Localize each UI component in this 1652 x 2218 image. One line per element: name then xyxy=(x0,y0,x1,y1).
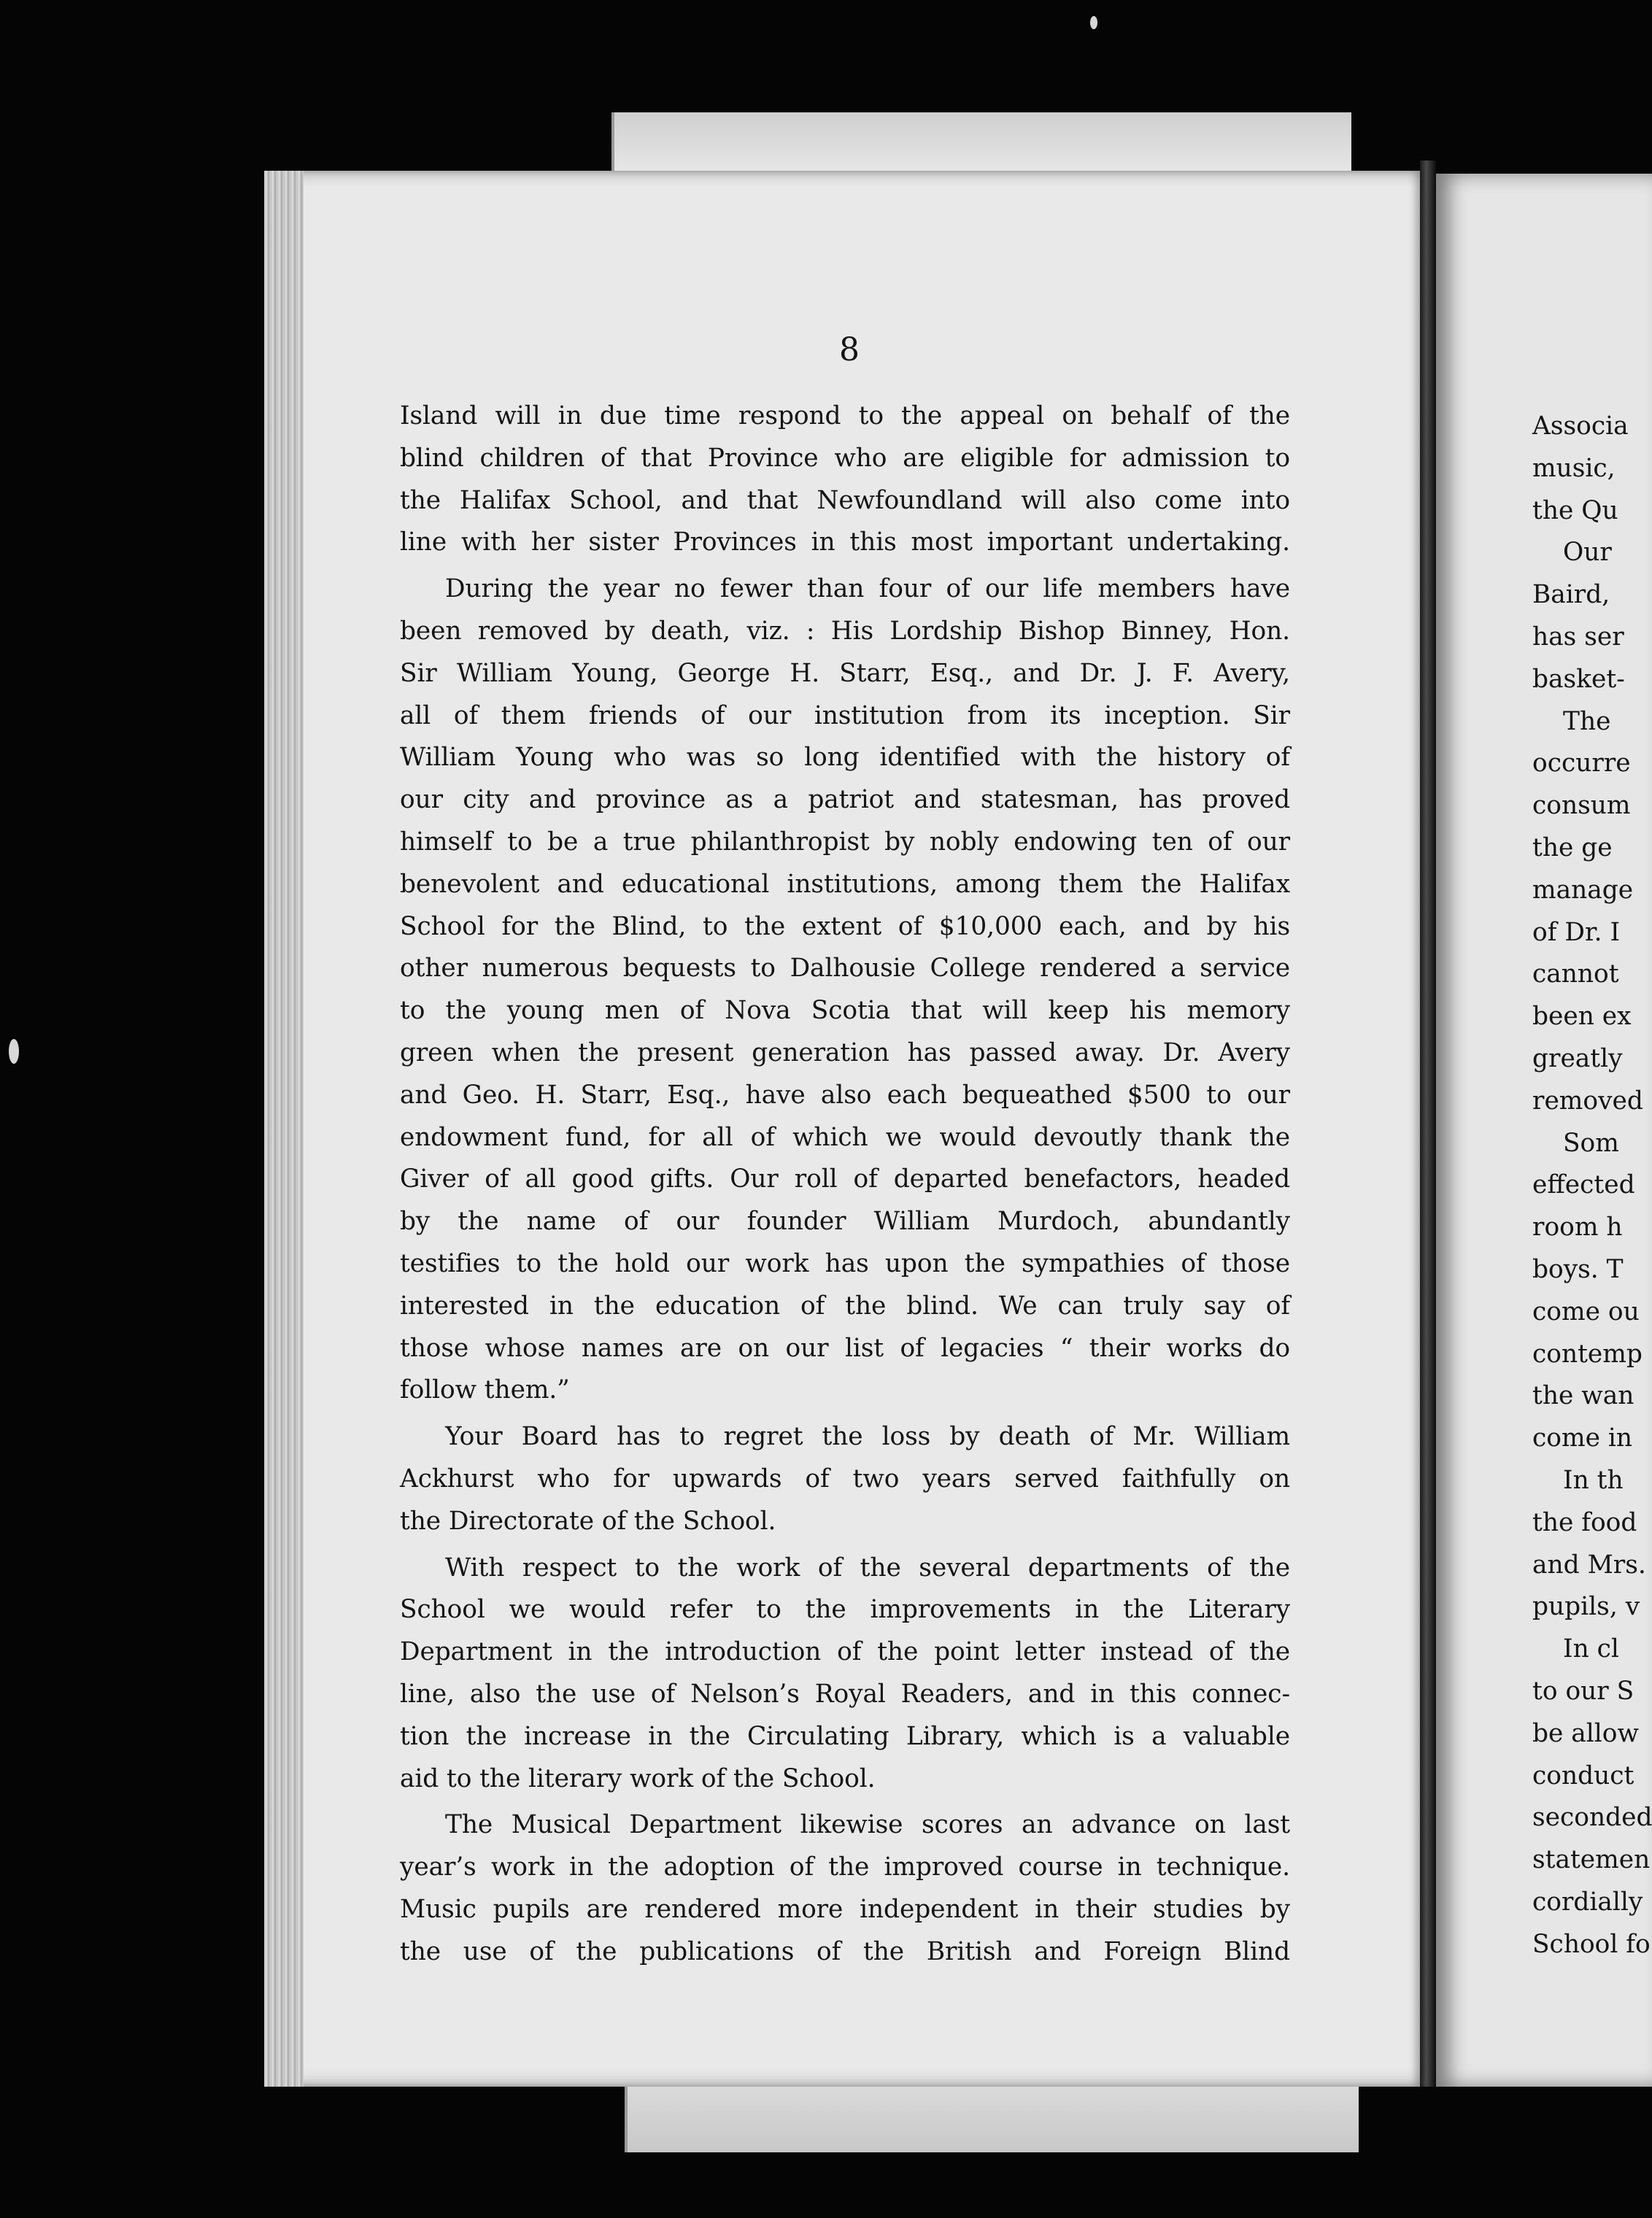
backing-paper-top xyxy=(611,112,1351,178)
text-line: Associa xyxy=(1532,411,1629,441)
text-line: pupils, v xyxy=(1532,1592,1640,1622)
text-line: the ge xyxy=(1532,832,1613,862)
text-line: Ackhurst who for upwards of two years served faithfully on xyxy=(400,1464,1290,1494)
text-line: benevolent and educational institutions, among them the Halifax xyxy=(400,869,1290,899)
text-line: of Dr. I xyxy=(1532,917,1621,947)
text-line: all of them friends of our institution from its inception. Sir xyxy=(400,700,1290,730)
text-line: line, also the use of Nelson’s Royal Readers, and in this connec- xyxy=(400,1679,1290,1709)
text-line: been removed by death, viz. : His Lordship Bishop Binney, Hon. xyxy=(400,616,1290,646)
text-line: cordially xyxy=(1532,1887,1643,1917)
text-line: himself to be a true philanthropist by nobly endowing ten of our xyxy=(400,827,1290,857)
text-line: the use of the publications of the British and Foreign Blind xyxy=(400,1936,1290,1966)
text-line: During the year no fewer than four of our life members have xyxy=(445,574,1290,604)
text-line: School fo xyxy=(1532,1929,1651,1959)
book-gutter xyxy=(1420,161,1436,2087)
text-line: contemp xyxy=(1532,1339,1643,1369)
dust-speck xyxy=(9,1039,19,1064)
text-line: manage xyxy=(1532,875,1634,905)
text-line: the Qu xyxy=(1532,495,1618,525)
page-body-text xyxy=(400,395,1290,1973)
text-line: The xyxy=(1563,706,1611,736)
text-line: effected xyxy=(1532,1170,1635,1200)
text-line: Your Board has to regret the loss by death of Mr. William xyxy=(445,1422,1290,1452)
text-line: endowment fund, for all of which we would devoutly thank the xyxy=(400,1122,1290,1152)
text-line: In cl xyxy=(1563,1634,1619,1664)
text-line: green when the present generation has passed away. Dr. Avery xyxy=(400,1037,1290,1067)
text-line: Som xyxy=(1563,1128,1619,1158)
text-line: tion the increase in the Circulating Library, which is a valuable xyxy=(400,1721,1290,1751)
text-line: those whose names are on our list of legacies “ their works do xyxy=(400,1333,1290,1363)
text-line: blind children of that Province who are eligible for admission to xyxy=(400,443,1290,473)
text-line: room h xyxy=(1532,1213,1623,1243)
text-line: has ser xyxy=(1532,622,1624,652)
text-line: Department in the introduction of the point letter instead of the xyxy=(400,1637,1290,1667)
text-line: by the name of our founder William Murdoch, abundantly xyxy=(400,1207,1290,1237)
next-page-text xyxy=(1532,406,1652,1966)
text-line: William Young who was so long identified with the history of xyxy=(400,743,1290,773)
text-line: Sir William Young, George H. Starr, Esq., and Dr. J. F. Avery, xyxy=(400,658,1290,688)
text-line: to the young men of Nova Scotia that will keep his memory xyxy=(400,996,1290,1026)
text-line: music, xyxy=(1532,453,1616,483)
text-line: conduct xyxy=(1532,1761,1634,1790)
text-line: line with her sister Provinces in this most important undertaking. xyxy=(400,528,1290,557)
text-line: cannot xyxy=(1532,959,1619,989)
text-line: interested in the education of the blind. We can truly say of xyxy=(400,1291,1290,1321)
text-line: the Directorate of the School. xyxy=(400,1506,776,1536)
text-line: seconded xyxy=(1532,1803,1652,1833)
text-line: testifies to the hold our work has upon the sympathies of those xyxy=(400,1248,1290,1278)
text-line: Island will in due time respond to the appeal on behalf of the xyxy=(400,401,1290,430)
text-line: The Musical Department likewise scores an advance on last xyxy=(445,1810,1290,1840)
text-line: and Geo. H. Starr, Esq., have also each bequeathed $500 to our xyxy=(400,1080,1290,1110)
text-line: aid to the literary work of the School. xyxy=(400,1763,876,1793)
text-line: removed xyxy=(1532,1086,1643,1116)
text-line: the Halifax School, and that Newfoundland will also come into xyxy=(400,485,1290,515)
text-line: to our S xyxy=(1532,1676,1634,1706)
text-line: In th xyxy=(1563,1465,1624,1495)
text-line: Baird, xyxy=(1532,580,1610,610)
text-line: School we would refer to the improvements in the Literary xyxy=(400,1595,1290,1625)
text-line: follow them.” xyxy=(400,1375,570,1405)
text-line: Music pupils are rendered more independent in their studies by xyxy=(400,1894,1290,1924)
text-line: be allow xyxy=(1532,1718,1639,1748)
text-line: School for the Blind, to the extent of $10,000 each, and by his xyxy=(400,911,1290,941)
text-line: With respect to the work of the several departments of the xyxy=(445,1553,1290,1583)
text-line: come ou xyxy=(1532,1297,1640,1326)
text-line: consum xyxy=(1532,791,1631,821)
page-number: 8 xyxy=(839,331,860,368)
text-line: year’s work in the adoption of the improved course in technique. xyxy=(400,1852,1290,1882)
text-line: Our xyxy=(1563,538,1612,568)
dust-speck xyxy=(1090,16,1097,29)
text-line: other numerous bequests to Dalhousie College rendered a service xyxy=(400,954,1290,984)
text-line: been ex xyxy=(1532,1002,1632,1032)
text-line: Giver of all good gifts. Our roll of departed benefactors, headed xyxy=(400,1164,1290,1194)
text-line: the wan xyxy=(1532,1381,1634,1411)
text-line: boys. T xyxy=(1532,1254,1624,1284)
text-line: basket- xyxy=(1532,664,1625,694)
text-line: statemen xyxy=(1532,1845,1651,1875)
text-line: our city and province as a patriot and statesman, has proved xyxy=(400,785,1290,815)
text-line: come in xyxy=(1532,1423,1633,1453)
text-line: occurre xyxy=(1532,749,1631,778)
text-line: and Mrs. xyxy=(1532,1550,1646,1580)
page-edge-stack xyxy=(264,171,304,2087)
text-line: the food xyxy=(1532,1507,1637,1537)
text-line: greatly xyxy=(1532,1043,1623,1073)
